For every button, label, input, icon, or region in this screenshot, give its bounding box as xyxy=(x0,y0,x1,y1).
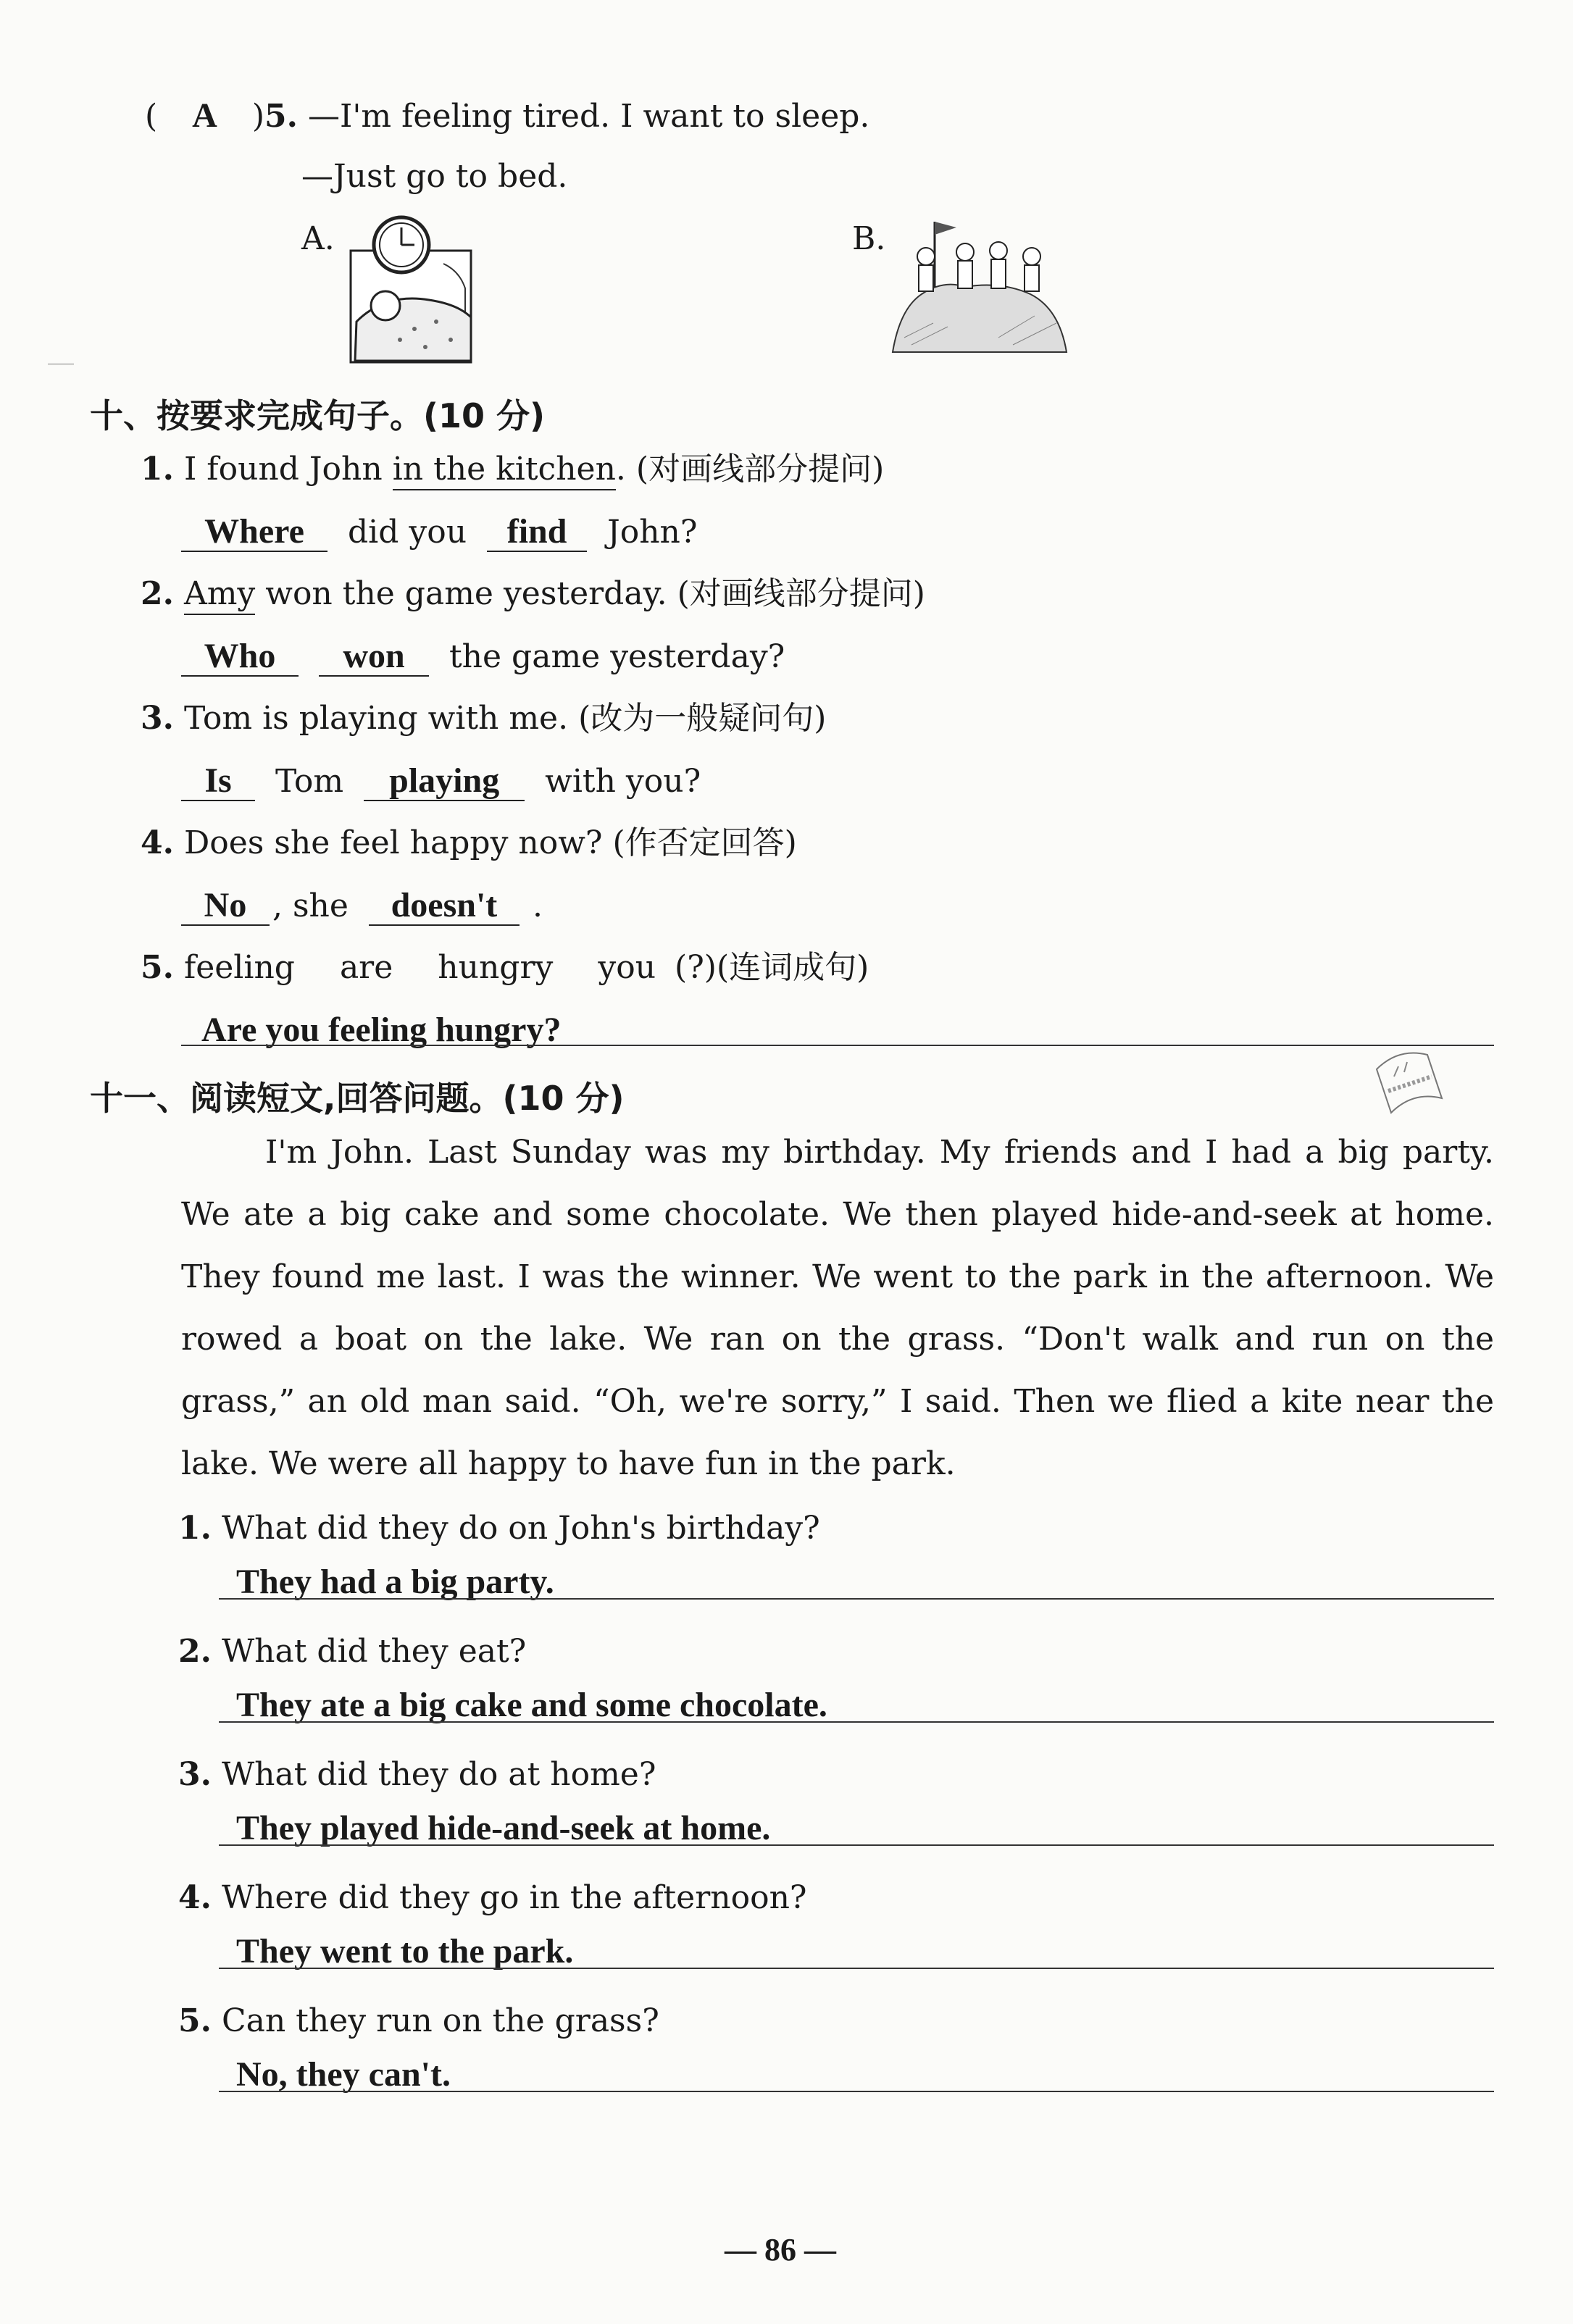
s10-item2-number: 2. xyxy=(141,575,174,612)
s10-item5-number: 5. xyxy=(141,949,174,986)
s10-item3-pre: Tom is playing with me. xyxy=(183,700,569,737)
children-hiking-picture xyxy=(890,214,1069,359)
q5-answer: A xyxy=(192,96,217,135)
s11-q1-answer[interactable]: They had a big party. xyxy=(236,1563,554,1601)
s11-q4-answer-rule xyxy=(219,1968,1494,1969)
s11-q4 xyxy=(178,1879,807,1916)
s10-item4-blank1[interactable]: No xyxy=(181,888,270,926)
s11-q3-text: What did they do at home? xyxy=(221,1756,656,1793)
q5-option-b: B. xyxy=(852,220,886,257)
passage-text: I'm John. Last Sunday was my birthday. My friends and I had a big party. We ate a big cake and some chocolate. We then played hide-and-seek at home. They found me last. I was the winner. We went to the park in the afternoon. We rowed a boat on the lake. We ran on the grass. “Don't walk and run on the grass,” an old man said. “Oh, we're sorry,” I said. Then we flied a kite near the lake. We were all happy to have fun in the park. xyxy=(181,1134,1494,1482)
s10-item3-blank1[interactable]: Is xyxy=(181,764,255,801)
s10-item1-number: 1. xyxy=(141,451,174,488)
s11-q4-number: 4. xyxy=(178,1879,212,1916)
s10-item2-end: the game yesterday? xyxy=(449,638,785,675)
reading-passage xyxy=(181,1121,1494,1495)
s10-item2-answer-line xyxy=(181,639,785,677)
s10-item1-instruction: (对画线部分提问) xyxy=(635,451,885,488)
s11-q2-text: What did they eat? xyxy=(221,1633,527,1670)
s10-item4-question xyxy=(141,824,797,861)
s11-q1-answer-rule xyxy=(219,1598,1494,1600)
s10-item4-end: . xyxy=(532,887,543,924)
s10-item3-question xyxy=(141,700,827,737)
s10-item1-answer-line xyxy=(181,514,697,552)
s10-item4-blank2[interactable]: doesn't xyxy=(369,888,520,926)
s10-item4-answer-line xyxy=(181,888,543,926)
s10-item5-word1: feeling xyxy=(183,949,295,986)
stamp-icon xyxy=(1362,1040,1456,1120)
s11-q2-number: 2. xyxy=(178,1633,212,1670)
s10-item5-instruction: (连词成句) xyxy=(716,949,869,986)
s10-item2-underlined: Amy xyxy=(184,575,255,615)
s10-item4-instruction: (作否定回答) xyxy=(612,824,797,861)
s10-item1-post: . xyxy=(615,451,626,488)
s11-q5 xyxy=(178,2002,659,2039)
s10-item5-word5: (?) xyxy=(675,949,717,986)
s10-item2-question xyxy=(141,575,925,612)
s11-q1 xyxy=(178,1510,820,1547)
s10-item3-number: 3. xyxy=(141,700,174,737)
q5-option-a: A. xyxy=(301,220,335,257)
q5-paren-left: ( xyxy=(145,98,158,135)
s10-item5-word3: hungry xyxy=(438,949,554,986)
s10-item1-underlined: in the kitchen xyxy=(393,451,616,490)
s10-item5-answer[interactable]: Are you feeling hungry? xyxy=(201,1011,562,1049)
s11-q2-answer-rule xyxy=(219,1721,1494,1723)
s10-item3-instruction: (改为一般疑问句) xyxy=(578,700,827,737)
s10-item5-question xyxy=(141,949,869,986)
s10-item3-answer-line xyxy=(181,761,701,801)
s11-q5-answer-rule xyxy=(219,2091,1494,2092)
s10-item3-end: with you? xyxy=(545,763,701,800)
s11-q4-text: Where did they go in the afternoon? xyxy=(221,1879,807,1916)
q5-line2: —Just go to bed. xyxy=(301,158,568,195)
s11-q1-text: What did they do on John's birthday? xyxy=(221,1510,820,1547)
s10-item2-blank2[interactable]: won xyxy=(319,639,429,677)
s10-item5-word4: you xyxy=(598,949,656,986)
s10-item1-blank1[interactable]: Where xyxy=(181,514,327,552)
s11-q4-answer[interactable]: They went to the park. xyxy=(236,1932,574,1970)
s11-q3 xyxy=(178,1756,656,1793)
s10-item5-answer-rule xyxy=(181,1045,1494,1046)
s10-item1-pre: I found John xyxy=(183,451,393,488)
s11-q3-number: 3. xyxy=(178,1756,212,1793)
s10-item2-instruction: (对画线部分提问) xyxy=(677,575,925,612)
s10-item1-end: John? xyxy=(607,514,698,551)
section10-title: 十、按要求完成句子。(10 分) xyxy=(90,396,546,435)
s10-item4-pre: Does she feel happy now? xyxy=(183,824,603,861)
s11-q3-answer[interactable]: They played hide-and-seek at home. xyxy=(236,1809,771,1847)
s10-item1-blank2[interactable]: find xyxy=(487,514,587,552)
s11-q2-answer[interactable]: They ate a big cake and some chocolate. xyxy=(236,1686,827,1724)
section11-title: 十一、阅读短文,回答问题。(10 分) xyxy=(90,1079,625,1118)
s10-item4-number: 4. xyxy=(141,824,174,861)
s11-q2 xyxy=(178,1633,527,1670)
s10-item3-mid: Tom xyxy=(275,763,344,800)
s10-item3-blank2[interactable]: playing xyxy=(364,764,525,801)
q5-paren-right: ) xyxy=(251,98,265,135)
q5-number: 5. xyxy=(264,98,298,135)
q5-question-line xyxy=(145,96,870,135)
s10-item2-blank1[interactable]: Who xyxy=(181,639,299,677)
s11-q3-answer-rule xyxy=(219,1844,1494,1846)
s11-q5-text: Can they run on the grass? xyxy=(221,2002,659,2039)
page-number: — 86 — xyxy=(725,2232,836,2267)
s10-item1-question xyxy=(141,451,885,488)
sleeping-child-clock-picture xyxy=(342,213,477,367)
s10-item1-mid: did you xyxy=(348,514,467,551)
s11-q5-number: 5. xyxy=(178,2002,212,2039)
s11-q5-answer[interactable]: No, they can't. xyxy=(236,2055,451,2094)
s10-item5-word2: are xyxy=(339,949,393,986)
s11-q1-number: 1. xyxy=(178,1510,212,1547)
s10-item2-post: won the game yesterday. xyxy=(255,575,667,612)
q5-line1: —I'm feeling tired. I want to sleep. xyxy=(307,98,870,135)
s10-item4-mid: , she xyxy=(272,887,349,924)
